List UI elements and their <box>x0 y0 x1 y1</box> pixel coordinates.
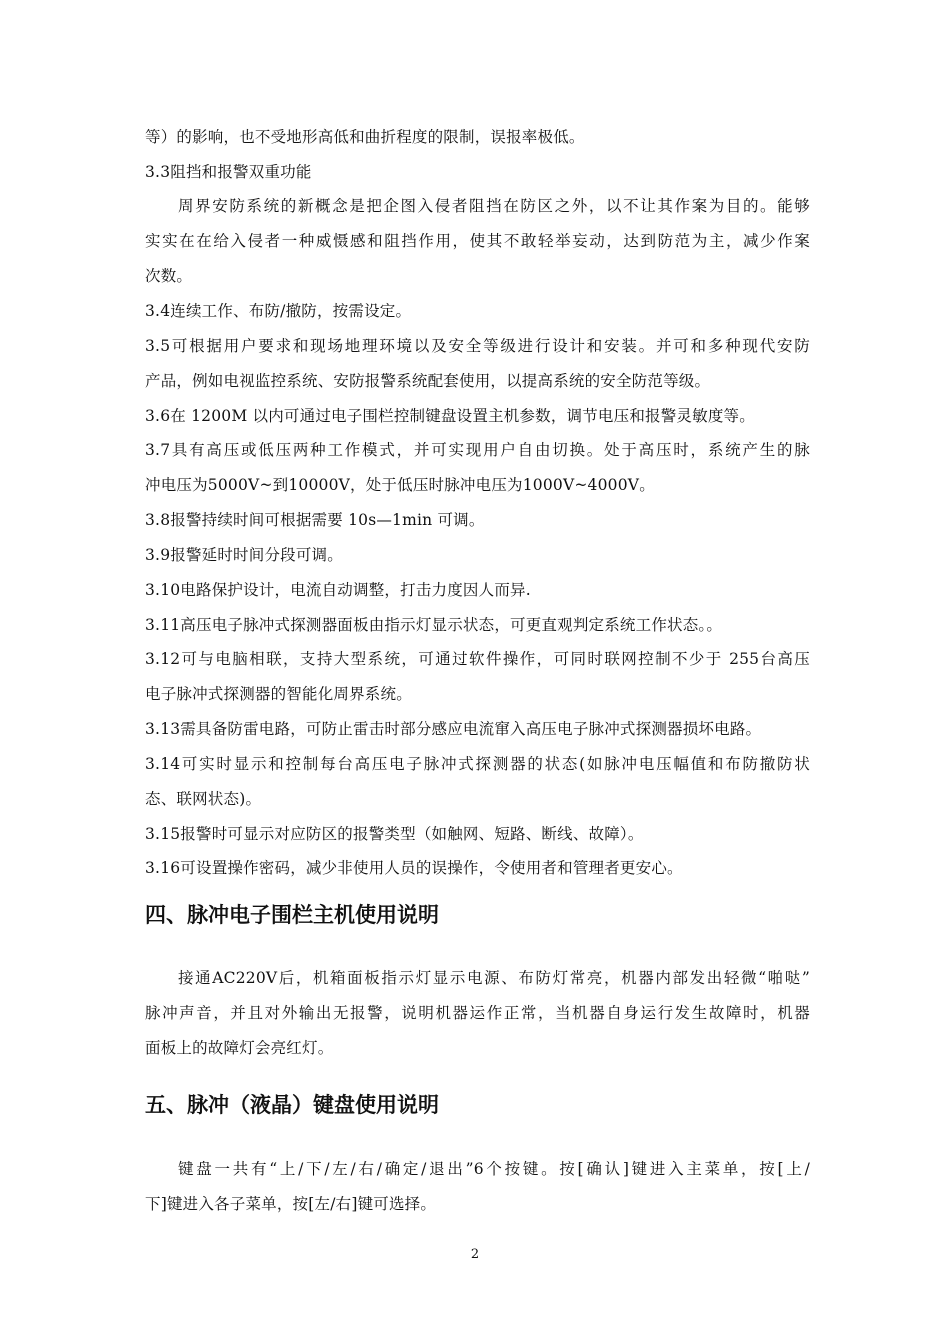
text-line: 3.3阻挡和报警双重功能 <box>145 163 312 181</box>
text-line: 3.6在 1200M 以内可通过电子围栏控制键盘设置主机参数，调节电压和报警灵敏度等。 <box>145 407 755 425</box>
text-line: 3.5可根据用户要求和现场地理环境以及安全等级进行设计和安装。并可和多种现代安防 <box>145 337 810 355</box>
text-line: 接通AC220V后，机箱面板指示灯显示电源、布防灯常亮，机器内部发出轻微“啪哒” <box>178 969 810 987</box>
text-line: 等）的影响，也不受地形高低和曲折程度的限制，误报率极低。 <box>145 128 585 146</box>
text-line: 次数。 <box>145 267 193 285</box>
text-line: 3.7具有高压或低压两种工作模式，并可实现用户自由切换。处于高压时，系统产生的脉 <box>145 441 810 459</box>
text-line: 电子脉冲式探测器的智能化周界系统。 <box>145 685 412 703</box>
section-heading: 五、脉冲（液晶）键盘使用说明 <box>145 1093 439 1117</box>
text-line: 冲电压为5000V~到10000V，处于低压时脉冲电压为1000V~4000V。 <box>145 476 655 494</box>
text-line: 3.9报警延时时间分段可调。 <box>145 546 343 564</box>
text-line: 3.11高压电子脉冲式探测器面板由指示灯显示状态，可更直观判定系统工作状态。。 <box>145 616 723 634</box>
text-line: 面板上的故障灯会亮红灯。 <box>145 1039 334 1057</box>
page-number: 2 <box>470 1247 480 1262</box>
text-line: 态、联网状态)。 <box>145 790 262 808</box>
text-line: 3.12可与电脑相联，支持大型系统，可通过软件操作，可同时联网控制不少于 255台高压 <box>145 650 810 668</box>
text-line: 3.4连续工作、布防/撤防，按需设定。 <box>145 302 412 320</box>
text-line: 3.8报警持续时间可根据需要 10s—1min 可调。 <box>145 511 485 529</box>
text-line: 周界安防系统的新概念是把企图入侵者阻挡在防区之外，以不让其作案为目的。能够 <box>178 197 810 215</box>
text-line: 实实在在给入侵者一种威慑感和阻挡作用，使其不敢轻举妄动，达到防范为主，减少作案 <box>145 232 810 250</box>
text-line: 3.14可实时显示和控制每台高压电子脉冲式探测器的状态(如脉冲电压幅值和布防撤防状 <box>145 755 810 773</box>
text-line: 3.16可设置操作密码，减少非使用人员的误操作，令使用者和管理者更安心。 <box>145 859 683 877</box>
text-line: 键盘一共有“上/下/左/右/确定/退出”6个按键。按[确认]键进入主菜单，按[上/ <box>178 1160 810 1178</box>
text-line: 3.15报警时可显示对应防区的报警类型（如触网、短路、断线、故障）。 <box>145 825 644 843</box>
text-line: 3.13需具备防雷电路，可防止雷击时部分感应电流窜入高压电子脉冲式探测器损坏电路。 <box>145 720 762 738</box>
text-line: 3.10电路保护设计，电流自动调整，打击力度因人而异. <box>145 581 531 599</box>
text-line: 脉冲声音，并且对外输出无报警，说明机器运作正常，当机器自身运行发生故障时，机器 <box>145 1004 810 1022</box>
section-heading: 四、脉冲电子围栏主机使用说明 <box>145 903 439 927</box>
text-line: 下]键进入各子菜单，按[左/右]键可选择。 <box>145 1195 437 1213</box>
text-line: 产品，例如电视监控系统、安防报警系统配套使用，以提高系统的安全防范等级。 <box>145 372 711 390</box>
